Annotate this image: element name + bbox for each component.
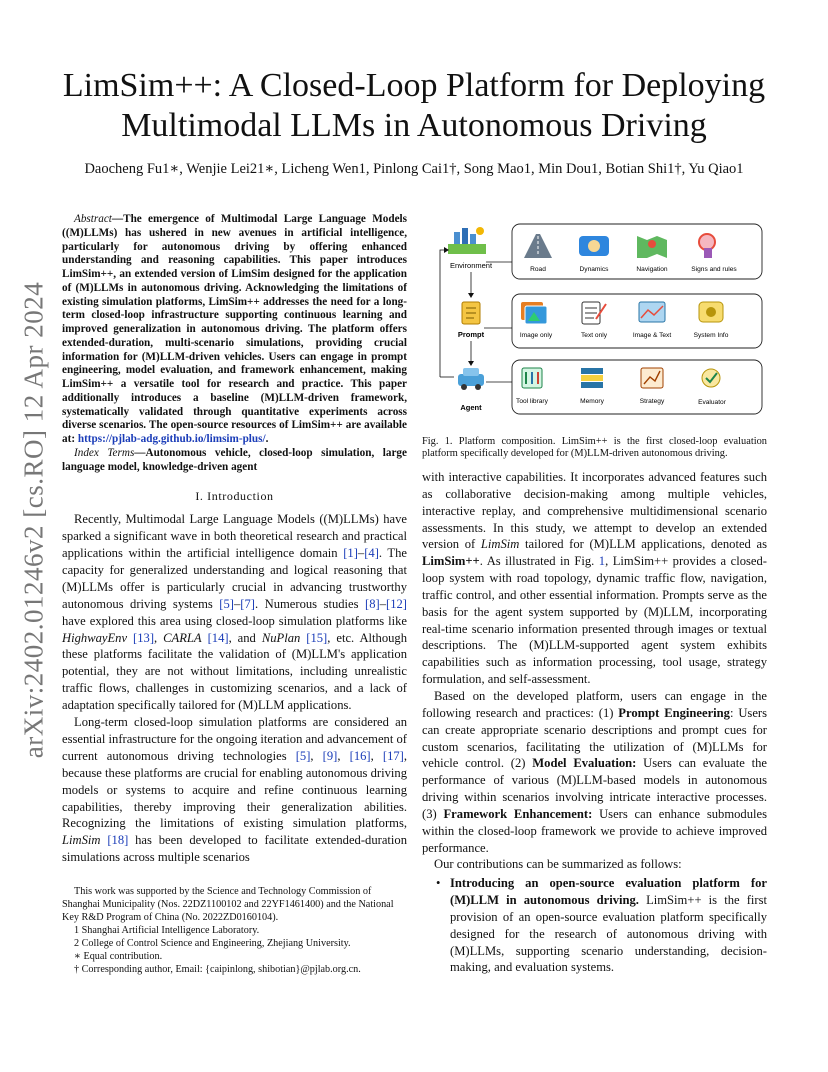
citation[interactable]: [9] (322, 748, 338, 763)
index-terms-label: Index Terms (74, 446, 135, 459)
agent-label: Agent (460, 403, 482, 412)
dynamics-icon (579, 236, 609, 256)
navigation-icon (637, 236, 667, 258)
bullet-dot: • (436, 876, 441, 891)
index-terms-text: —Autonomous vehicle, closed-loop simulation, large language model, knowledge-driven agent (62, 446, 407, 473)
agent-label: Prompt (457, 330, 485, 339)
abstract (62, 213, 407, 447)
citation[interactable]: [12] (386, 596, 407, 611)
title-line-2: Multimodal LLMs in Autonomous Driving (121, 107, 707, 144)
funding-note: This work was supported by the Science and Technology Commission of Shanghai Municipality (Nos. 22DZ1100102 and 22YF1461400) and the National Key R&D Program of China (No. 2022ZD0160104). (62, 886, 394, 923)
citation[interactable]: [17] (382, 748, 404, 763)
right-paragraph-1: with interactive capabilities. It incorporates advanced features such as collaborative decision-making among multiple vehicles, interactive replay, and comprehensive multidimensional scenario assessments. In this study, we attempt to develop an extended version of LimSim tailored for (M)LLM applications, denoted as LimSim++. As illustrated in Fig. 1, LimSim++ provides a closed-loop system with road topology, dynamic traffic flow, navigation, traffic control, and other essential information. Prompts serve as the basis for the agent system supported by (M)LLM, incorporating real-time scenario information presented through images or textual descriptions. The (M)LLM-supported agent system exhibits capabilities such as information processing, tool usage, strategy formulation, and self-assessment. (422, 470, 767, 687)
evaluator-icon (702, 369, 720, 387)
paper-title (60, 66, 768, 146)
right-paragraph-2: Based on the developed platform, users can engage in the following research and practices: (1) Prompt Engineering: Users can create appropriate scenario descriptions and prompt cues for custom scenarios, facilitating the utilization of (M)LLMs for vehicle control. (2) Model Evaluation: Users can evaluate the performance of various (M)LLM-based models in autonomous driving within scenarios involving intricate interactive processes. (3) Framework Enhancement: Users can enhance submodules within the closed-loop framework we provide to achieve improved performance. (422, 688, 768, 855)
corresponding-author-note: † Corresponding author, Email: {caipinlong, shibotian}@pjlab.org.cn. (74, 964, 361, 975)
figure-caption: Fig. 1. Platform composition. LimSim++ is the first closed-loop evaluation platform specifically developed for (M)LLM-driven autonomous driving. (422, 436, 767, 460)
abstract-text: —The emergence of Multimodal Large Language Models ((M)LLMs) has ushered in new avenues in artificial intelligence, particularly for autonomous driving by offering enhanced understanding and reasoning capabilities. This paper introduces LimSim++, an extended version of LimSim designed for the application of (M)LLMs in autonomous driving. Acknowledging the limitations of existing simulation platforms, LimSim++ addresses the need for a long-term closed-loop infrastructure supporting continuous learning and improved generalization in autonomous driving. The platform offers extended-duration, multi-scenario simulations, providing crucial information for (M)LLM-driven vehicles. Users can engage in prompt engineering, model evaluation, and framework enhancement, making LimSim++ a versatile tool for research and practice. This paper additionally introduces a baseline (M)LLM-driven framework, systematically validated through quantitative experiments across diverse scenarios. The open-source resources of LimSim++ are available at: (62, 213, 407, 445)
memory-icon (581, 368, 603, 388)
row1-label: Navigation (636, 266, 668, 273)
footnotes (62, 885, 407, 976)
tool-library-icon (522, 368, 542, 388)
affiliation-2: 2 College of Control Science and Engineering, Zhejiang University. (74, 938, 351, 949)
arxiv-stamp (0, 0, 60, 1072)
abstract-label: Abstract (74, 213, 112, 225)
intro-paragraph-2: Long-term closed-loop simulation platforms are considered an essential infrastructure for the ongoing iteration and advancement of current autonomous driving technologies [5], [9], [16], [17], because these platforms are crucial for enabling autonomous driving models or systems to acquire and refine continuous learning capabilities, thereby improving their generalization abilities. Recognizing the limitations of existing simulation platforms, LimSim [18] has been developed to facilitate extended-duration simulations across multiple scenarios (62, 715, 408, 865)
row3-label: Strategy (639, 398, 665, 405)
agent-car-icon (458, 368, 484, 390)
citation[interactable]: [8] (365, 596, 380, 611)
citation[interactable]: [4] (364, 545, 379, 560)
equal-contribution-note: ∗ Equal contribution. (74, 951, 163, 962)
row3-label: Memory (580, 398, 604, 405)
image-text-icon (639, 302, 665, 322)
figure-ref[interactable]: 1 (598, 554, 606, 569)
abstract-end: . (265, 433, 269, 445)
section-heading: I. Introduction (195, 489, 274, 504)
agent-label: Environment (449, 261, 493, 270)
index-terms (62, 447, 407, 475)
arxiv-id: arXiv:2402.01246v2 [cs.RO] 12 Apr 2024 (18, 281, 49, 759)
left-column (62, 213, 407, 866)
platform-figure (424, 222, 764, 417)
prompt-icon (462, 302, 480, 324)
strategy-icon (641, 368, 663, 388)
citation[interactable]: [16] (349, 748, 371, 763)
row1-label: Signs and rules (691, 266, 737, 273)
citation[interactable]: [13] (133, 630, 155, 645)
author-list: Daocheng Fu1∗, Wenjie Lei21∗, Licheng Wen1, Pinlong Cai1†, Song Mao1, Min Dou1, Botian Shi1†, Yu Qiao1 (84, 161, 744, 177)
right-paragraph-3: Our contributions can be summarized as follows: (434, 857, 682, 872)
citation[interactable]: [5] (295, 748, 311, 763)
title-line-1: LimSim++: A Closed-Loop Platform for Deploying (62, 67, 766, 104)
system-info-icon (699, 302, 723, 322)
project-link[interactable]: https://pjlab-adg.github.io/limsim-plus/ (77, 433, 266, 445)
citation[interactable]: [18] (107, 833, 129, 848)
prompt-row-box (512, 294, 762, 348)
citation[interactable]: [1] (343, 545, 358, 560)
row3-label: Evaluator (698, 399, 726, 406)
row2-label: Image only (519, 332, 553, 339)
row2-label: Text only (580, 332, 608, 339)
row2-label: System Info (693, 332, 729, 339)
citation[interactable]: [7] (240, 596, 255, 611)
row1-label: Dynamics (579, 266, 609, 273)
environment-icon (448, 227, 486, 254)
row2-label: Image & Text (632, 332, 672, 339)
right-column (422, 469, 767, 976)
row3-label: Tool library (516, 398, 548, 405)
citation[interactable]: [5] (219, 596, 234, 611)
citation[interactable]: [14] (207, 630, 229, 645)
intro-paragraph-1: Recently, Multimodal Large Language Models ((M)LLMs) have sparked a significant wave in both theoretical research and practical applications within the artificial intelligence domain [1]–[4]. The capacity for generalized understanding and logical reasoning that (M)LLMs offer is particularly crucial in advancing trustworthy autonomous driving systems [5]–[7]. Numerous studies [8]–[12] have explored this area using closed-loop simulation platforms like HighwayEnv [13], CARLA [14], and NuPlan [15], etc. Although these platforms facilitate the validation of (M)LLM's application potential, they are not without limitations, including unrealistic traffic flows, challenges in customizing scenarios, and a lack of adaptation specifically tailored for (M)LLM applications. (62, 512, 408, 713)
row1-label: Road (530, 266, 546, 273)
citation[interactable]: [15] (306, 630, 328, 645)
affiliation-1: 1 Shanghai Artificial Intelligence Laboratory. (74, 925, 260, 936)
contribution-item: • Introducing an open-source evaluation platform for (M)LLM in autonomous driving. LimSim++ is the first provision of an open-source evaluation platform specifically designed for the research of autonomous driving with (M)LLMs, supporting scenario understanding, decision-making, and evaluation systems. (436, 876, 767, 975)
